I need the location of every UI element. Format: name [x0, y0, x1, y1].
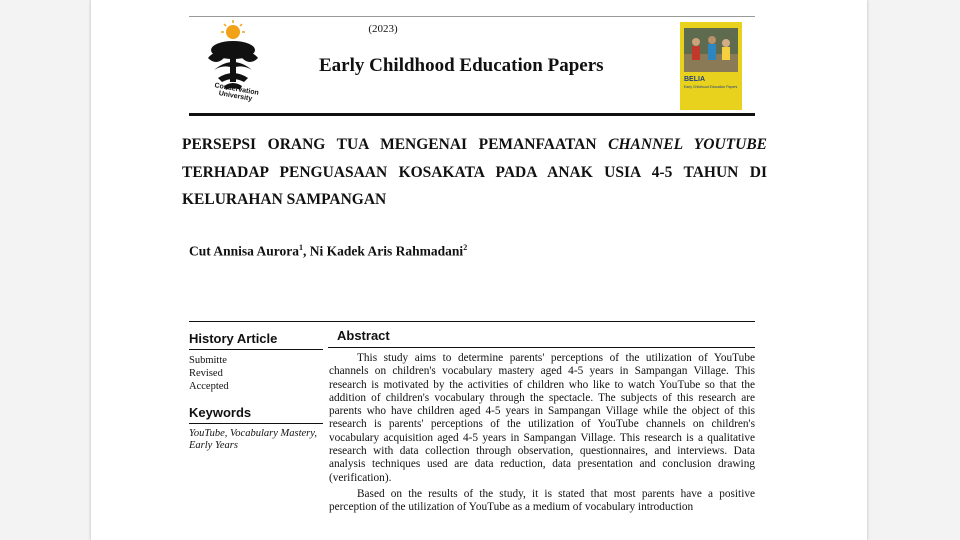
- journal-title: Early Childhood Education Papers: [319, 55, 604, 76]
- abstract-heading: Abstract: [337, 328, 390, 343]
- article-title: [182, 131, 767, 214]
- abstract-paragraph-2: Based on the results of the study, it is stated that most parents have a positive perception of the utilization of YouTube as a medium of vocabulary introduction: [329, 487, 755, 514]
- title-line-2: TERHADAP PENGUASAAN KOSAKATA PADA ANAK USIA 4-5 TAHUN DI: [182, 163, 767, 181]
- logo-text: Conservation University: [213, 82, 260, 103]
- university-logo: [194, 18, 272, 104]
- keywords-heading: Keywords: [189, 405, 323, 424]
- authors: Cut Annisa Aurora$^1$, Ni Kadek Aris Rahmadani$^2$: [189, 243, 468, 259]
- history-revised: Revised: [189, 368, 223, 379]
- cover-photo: [684, 28, 738, 72]
- author-2: Ni Kadek Aris Rahmadani: [309, 243, 464, 259]
- cover-brand: BELIA: [684, 76, 705, 83]
- keywords-text: YouTube, Vocabulary Mastery, Early Years: [189, 428, 317, 451]
- journal-year: (2023): [368, 23, 398, 35]
- title-line-1: PERSEPSI ORANG TUA MENGENAI PEMANFAATAN CHANNEL YOUTUBE: [182, 136, 767, 153]
- section-rule: [189, 321, 755, 322]
- history-accepted: Accepted: [189, 381, 229, 392]
- header-rule: [189, 113, 755, 116]
- history-submitted: Submitte: [189, 355, 227, 366]
- cover-subtitle: Early Childhood Education Papers: [684, 85, 738, 89]
- top-rule: [189, 16, 755, 17]
- abstract-paragraph-1: This study aims to determine parents' perceptions of the utilization of YouTube channels on children's vocabulary mastery aged 4-5 years in Sampangan Village. This research is motivated by the activities of children who like to watch YouTube so that the addition of children's vocabulary through the spectacle. The subjects of this research are parents who have children aged 4-5 years in Sampangan Village while the object of this research is parents' perceptions of the utilization of YouTube channels on children's vocabulary acquisition aged 4-5 years in Sampangan Village. This research is a qualitative research with data collection through observation, questionnaires, and interviews. Data analysis techniques used are data reduction, data presentation and conclusion drawing (verification).: [329, 352, 755, 484]
- document-page: [91, 0, 867, 540]
- history-heading: History Article: [189, 331, 323, 350]
- title-line-3: KELURAHAN SAMPANGAN: [182, 191, 387, 208]
- author-1: Cut Annisa Aurora: [189, 243, 300, 259]
- journal-cover-image: [680, 22, 742, 110]
- history-list: [189, 354, 323, 393]
- abstract-body: [329, 352, 755, 518]
- article-sidebar: [189, 331, 323, 452]
- abstract-rule: [328, 347, 755, 348]
